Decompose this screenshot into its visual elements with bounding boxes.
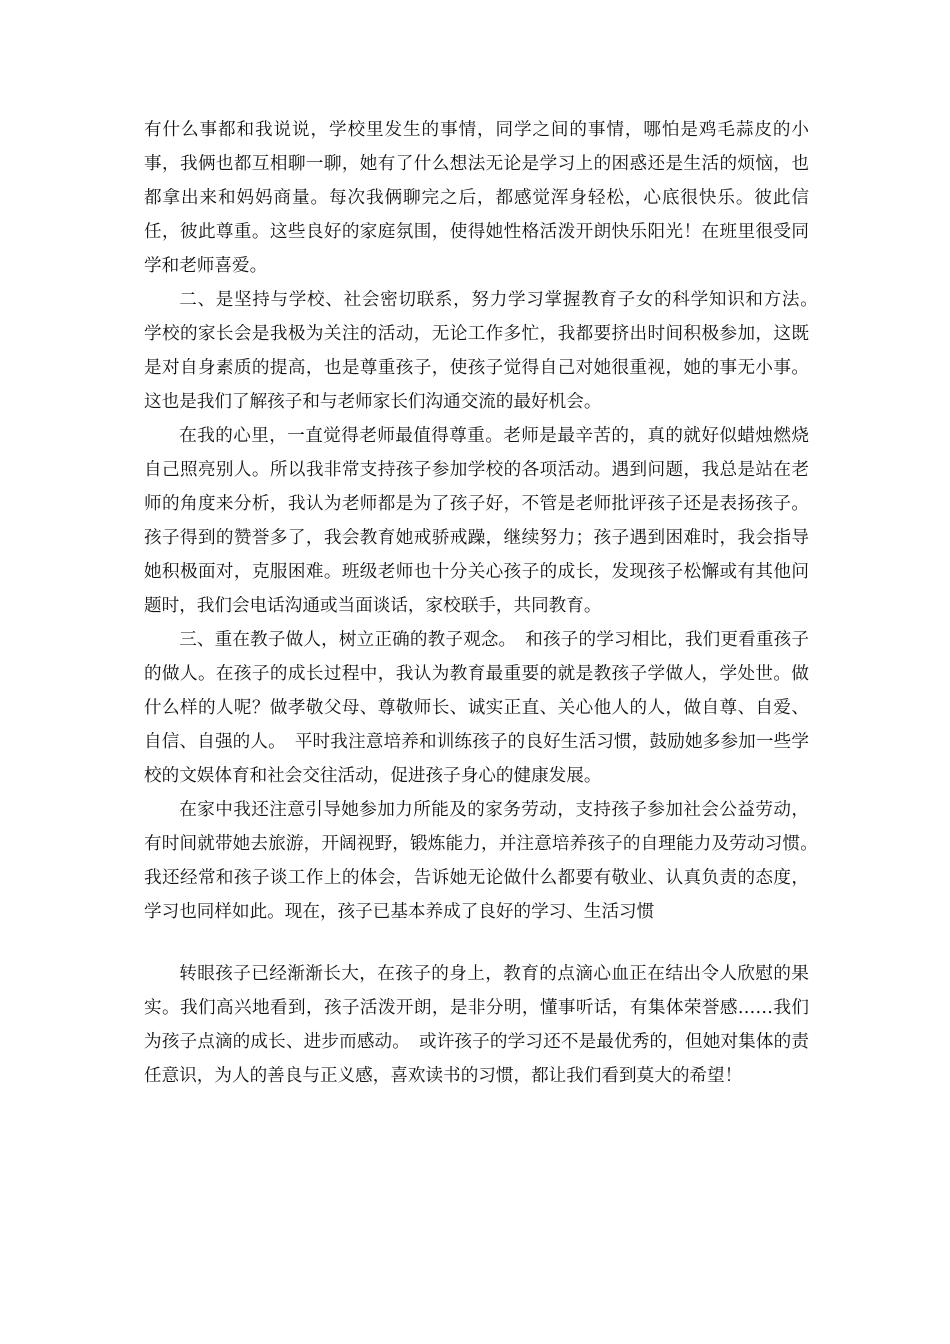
paragraph-5: 在家中我还注意引导她参加力所能及的家务劳动，支持孩子参加社会公益劳动，有时间就带她去旅游，开阔视野，锻炼能力，并注意培养孩子的自理能力及劳动习惯。 我还经常和孩子谈工作上的体会，告诉她无论做什么都要有敬业、认真负责的态度，学习也同样如此。现在，孩子已基本养成了良好的学习、生活习惯 <box>144 800 827 922</box>
paragraph-1: 有什么事都和我说说，学校里发生的事情，同学之间的事情，哪怕是鸡毛蒜皮的小事，我俩也都互相聊一聊，她有了什么想法无论是学习上的困惑还是生活的烦恼，也都拿出来和妈妈商量。每次我俩聊完之后，都感觉浑身轻松，心底很快乐。彼此信任，彼此尊重。这些良好的家庭氛围，使得她性格活泼开朗快乐阳光！在班里很受同学和老师喜爱。 <box>144 120 809 276</box>
paragraph-3: 在我的心里，一直觉得老师最值得尊重。老师是最辛苦的，真的就好似蜡烛燃烧自己照亮别人。所以我非常支持孩子参加学校的各项活动。遇到问题，我总是站在老师的角度来分析，我认为老师都是为了孩子好，不管是老师批评孩子还是表扬孩子。孩子得到的赞誉多了，我会教育她戒骄戒躁，继续努力；孩子遇到困难时，我会指导她积极面对，克服困难。班级老师也十分关心孩子的成长，发现孩子松懈或有其他问题时，我们会电话沟通或当面谈话，家校联手，共同教育。 <box>144 426 809 616</box>
paragraph-4: 三、重在教子做人，树立正确的教子观念。 和孩子的学习相比，我们更看重孩子的做人。在孩子的成长过程中，我认为教育最重要的就是教孩子学做人，学处世。做什么样的人呢？做孝敬父母、尊敬师长、诚实正直、关心他人的人，做自尊、自爱、自信、自强的人。 平时我注意培养和训练孩子的良好生活习惯，鼓励她多参加一些学校的文娱体育和社会交往活动，促进孩子身心的健康发展。 <box>144 630 809 786</box>
paragraph-gap <box>144 929 809 957</box>
document-body <box>144 113 827 1093</box>
paragraph-2: 二、是坚持与学校、社会密切联系，努力学习掌握教育子女的科学知识和方法。 学校的家长会是我极为关注的活动，无论工作多忙，我都要挤出时间积极参加，这既是对自身素质的提高，也是尊重孩子，使孩子觉得自己对她很重视，她的事无小事。这也是我们了解孩子和与老师家长们沟通交流的最好机会。 <box>144 290 827 412</box>
paragraph-6: 转眼孩子已经渐渐长大，在孩子的身上，教育的点滴心血正在结出令人欣慰的果实。我们高兴地看到，孩子活泼开朗，是非分明，懂事听话，有集体荣誉感……我们为孩子点滴的成长、进步而感动。 或许孩子的学习还不是最优秀的，但她对集体的责任意识，为人的善良与正义感，喜欢读书的习惯，都让我们看到莫大的希望！ <box>144 964 809 1086</box>
